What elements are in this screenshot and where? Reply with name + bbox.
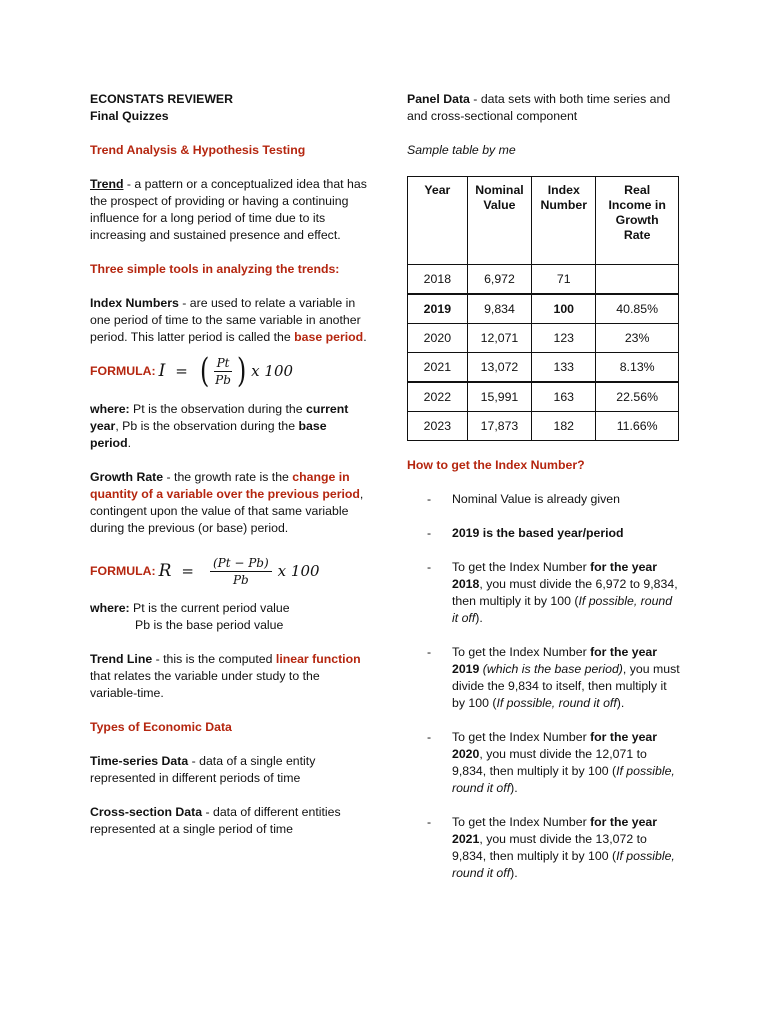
growth-fraction: $\frac{(Pt - Pb)}{Pb}$ (210, 555, 272, 588)
table-header-row (408, 177, 679, 265)
table-header: Year (408, 177, 468, 265)
table-row: 2023 17,873 182 11.66% (408, 412, 679, 441)
list-item: - To get the Index Number for the year 2018, you must divide the 6,972 to 9,834, then multiply it by 100 (If possible, round it off). (427, 560, 678, 625)
table-header: Real Income in Growth Rate (596, 177, 679, 265)
base-period-term: base period (294, 330, 364, 344)
formula-label: FORMULA: (90, 363, 156, 378)
table-header: Nominal Value (467, 177, 532, 265)
growth-formula: FORMULA: R = $\frac{(Pt - Pb)}{Pb}$ x 100 (90, 555, 320, 587)
howto-heading: How to get the Index Number? (407, 458, 585, 472)
table-row: 2021 13,072 133 8.13% (408, 353, 679, 383)
trend-definition: Trend - a pattern or a conceptualized idea that has the prospect of providing or having a continuing influence for a long period of time due to its increasing and sustained presence and effect. (90, 177, 367, 242)
list-item: - To get the Index Number for the year 2019 (which is the base period), you must divide the 9,834 to itself, then multiply it by 100 (If possible, round it off). (427, 645, 680, 710)
table-row: 2019 9,834 100 40.85% (408, 294, 679, 324)
table-row: 2018 6,972 71 (408, 265, 679, 295)
section-heading-trend-analysis: Trend Analysis & Hypothesis Testing (90, 143, 306, 157)
doc-title: ECONSTATS REVIEWER (90, 92, 234, 106)
trend-line-definition: Trend Line - this is the computed linear function that relates the variable under study to the variable-time. (90, 652, 361, 700)
sample-caption: Sample table by me (407, 143, 516, 157)
list-item: - To get the Index Number for the year 2021, you must divide the 13,072 to 9,834, then multiply it by 100 (If possible, round it off). (427, 815, 675, 880)
growth-rate-definition: Growth Rate - the growth rate is the change in quantity of a variable over the previous period, contingent upon the value of that same variable during the previous (or base) period. (90, 470, 364, 535)
bullet-dash: - (427, 492, 432, 506)
where-growth-line2: Pb is the base period value (135, 618, 284, 632)
index-numbers-definition: Index Numbers - are used to relate a variable in one period of time to the same variable in another period. This latter period is called the base period. (90, 296, 367, 344)
time-series-definition: Time-series Data - data of a single entity represented in different periods of time (90, 754, 316, 785)
list-item: - To get the Index Number for the year 2020, you must divide the 12,071 to 9,834, then multiply it by 100 (If possible, round it off). (427, 730, 675, 795)
index-fraction: $\frac{Pt}{Pb}$ (215, 355, 231, 387)
doc-subtitle: Final Quizzes (90, 109, 169, 123)
panel-data-definition: Panel Data - data sets with both time series and and cross-sectional component (407, 92, 671, 123)
index-formula: FORMULA: I = ( $\frac{Pt}{Pb}$ ) x 100 (90, 351, 294, 391)
index-table (407, 176, 679, 441)
list-item: - Nominal Value is already given (427, 492, 620, 506)
types-heading: Types of Economic Data (90, 720, 232, 734)
table-header: Index Number (532, 177, 596, 265)
tools-heading: Three simple tools in analyzing the trends: (90, 262, 340, 276)
left-column (90, 91, 370, 838)
cross-section-definition: Cross-section Data - data of different entities represented at a single period of time (90, 805, 341, 836)
trend-term: Trend (90, 177, 124, 191)
where-index: where: Pt is the observation during the current year, Pb is the observation during the base period. (90, 402, 349, 450)
right-column (407, 91, 682, 882)
table-row: 2020 12,071 123 23% (408, 324, 679, 353)
list-item: - 2019 is the based year/period (427, 526, 624, 540)
table-row: 2022 15,991 163 22.56% (408, 382, 679, 412)
where-growth: where: Pt is the current period value (90, 601, 290, 615)
